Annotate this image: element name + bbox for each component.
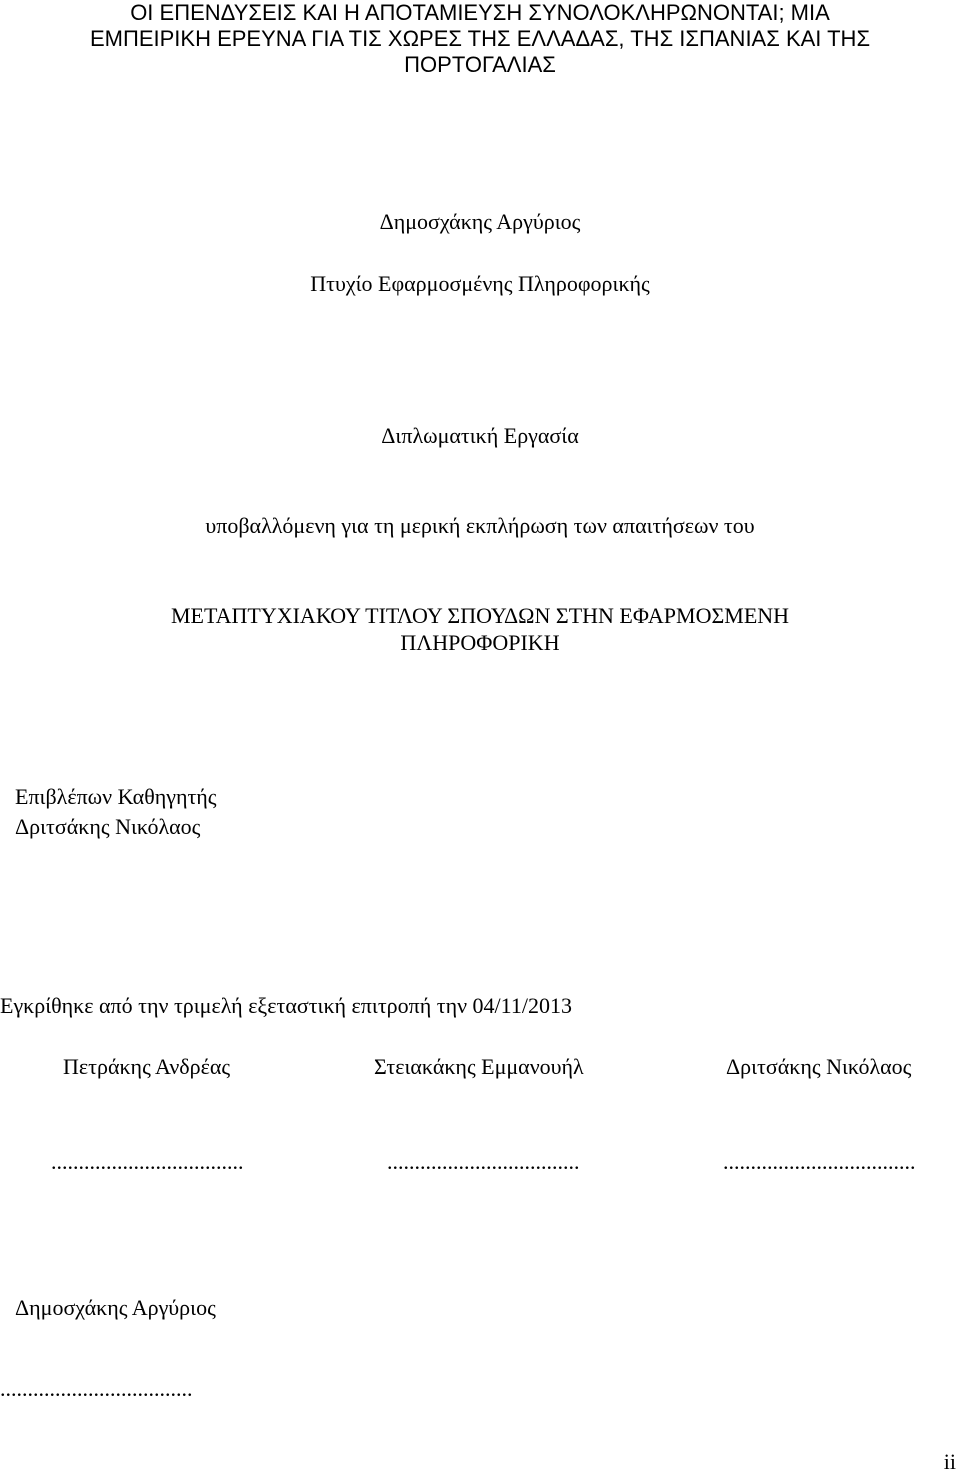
supervisor-label: Επιβλέπων Καθηγητής [15,784,217,809]
signature-line-2: ................................... [387,1149,580,1174]
author-name: Δημοσχάκης Αργύριος [379,209,581,234]
thesis-title-line-2: ΕΜΠΕΙΡΙΚΗ ΕΡΕΥΝΑ ΓΙΑ ΤΙΣ ΧΩΡΕΣ ΤΗΣ ΕΛΛΑΔΑΣ, ΤΗΣ ΙΣΠΑΝΙΑΣ ΚΑΙ ΤΗΣ [89,26,871,51]
degree: Πτυχίο Εφαρμοσμένης Πληροφορικής [310,271,650,296]
approval-statement: Εγκρίθηκε από την τριμελή εξεταστική επιτροπή την 04/11/2013 [0,993,572,1018]
work-type: Διπλωματική Εργασία [381,423,579,448]
program-line-1: ΜΕΤΑΠΤΥΧΙΑΚΟΥ ΤΙΤΛΟΥ ΣΠΟΥΔΩΝ ΣΤΗΝ ΕΦΑΡΜΟΣΜΕΝΗ [170,603,790,628]
submission-text: υποβαλλόμενη για τη μερική εκπλήρωση των απαιτήσεων του [205,513,755,538]
author-signature-name: Δημοσχάκης Αργύριος [15,1295,216,1320]
supervisor-name: Δριτσάκης Νικόλαος [15,814,201,839]
thesis-title-line-3: ΠΟΡΤΟΓΑΛΙΑΣ [404,52,556,77]
signature-line-3: ................................... [723,1149,916,1174]
page-number: ii [943,1449,956,1474]
committee-member-3: Δριτσάκης Νικόλαος [726,1054,912,1079]
committee-member-1: Πετράκης Ανδρέας [63,1054,231,1079]
signature-line-1: ................................... [51,1149,244,1174]
program-line-2: ΠΛΗΡΟΦΟΡΙΚΗ [400,630,560,655]
thesis-title-line-1: ΟΙ ΕΠΕΝΔΥΣΕΙΣ ΚΑΙ Η ΑΠΟΤΑΜΙΕΥΣΗ ΣΥΝΟΛΟΚΛΗΡΩΝΟΝΤΑΙ; ΜΙΑ [130,0,830,25]
author-signature-line: ................................... [0,1376,193,1401]
committee-member-2: Στειακάκης Εμμανουήλ [374,1054,584,1079]
thesis-title [0,0,960,78]
